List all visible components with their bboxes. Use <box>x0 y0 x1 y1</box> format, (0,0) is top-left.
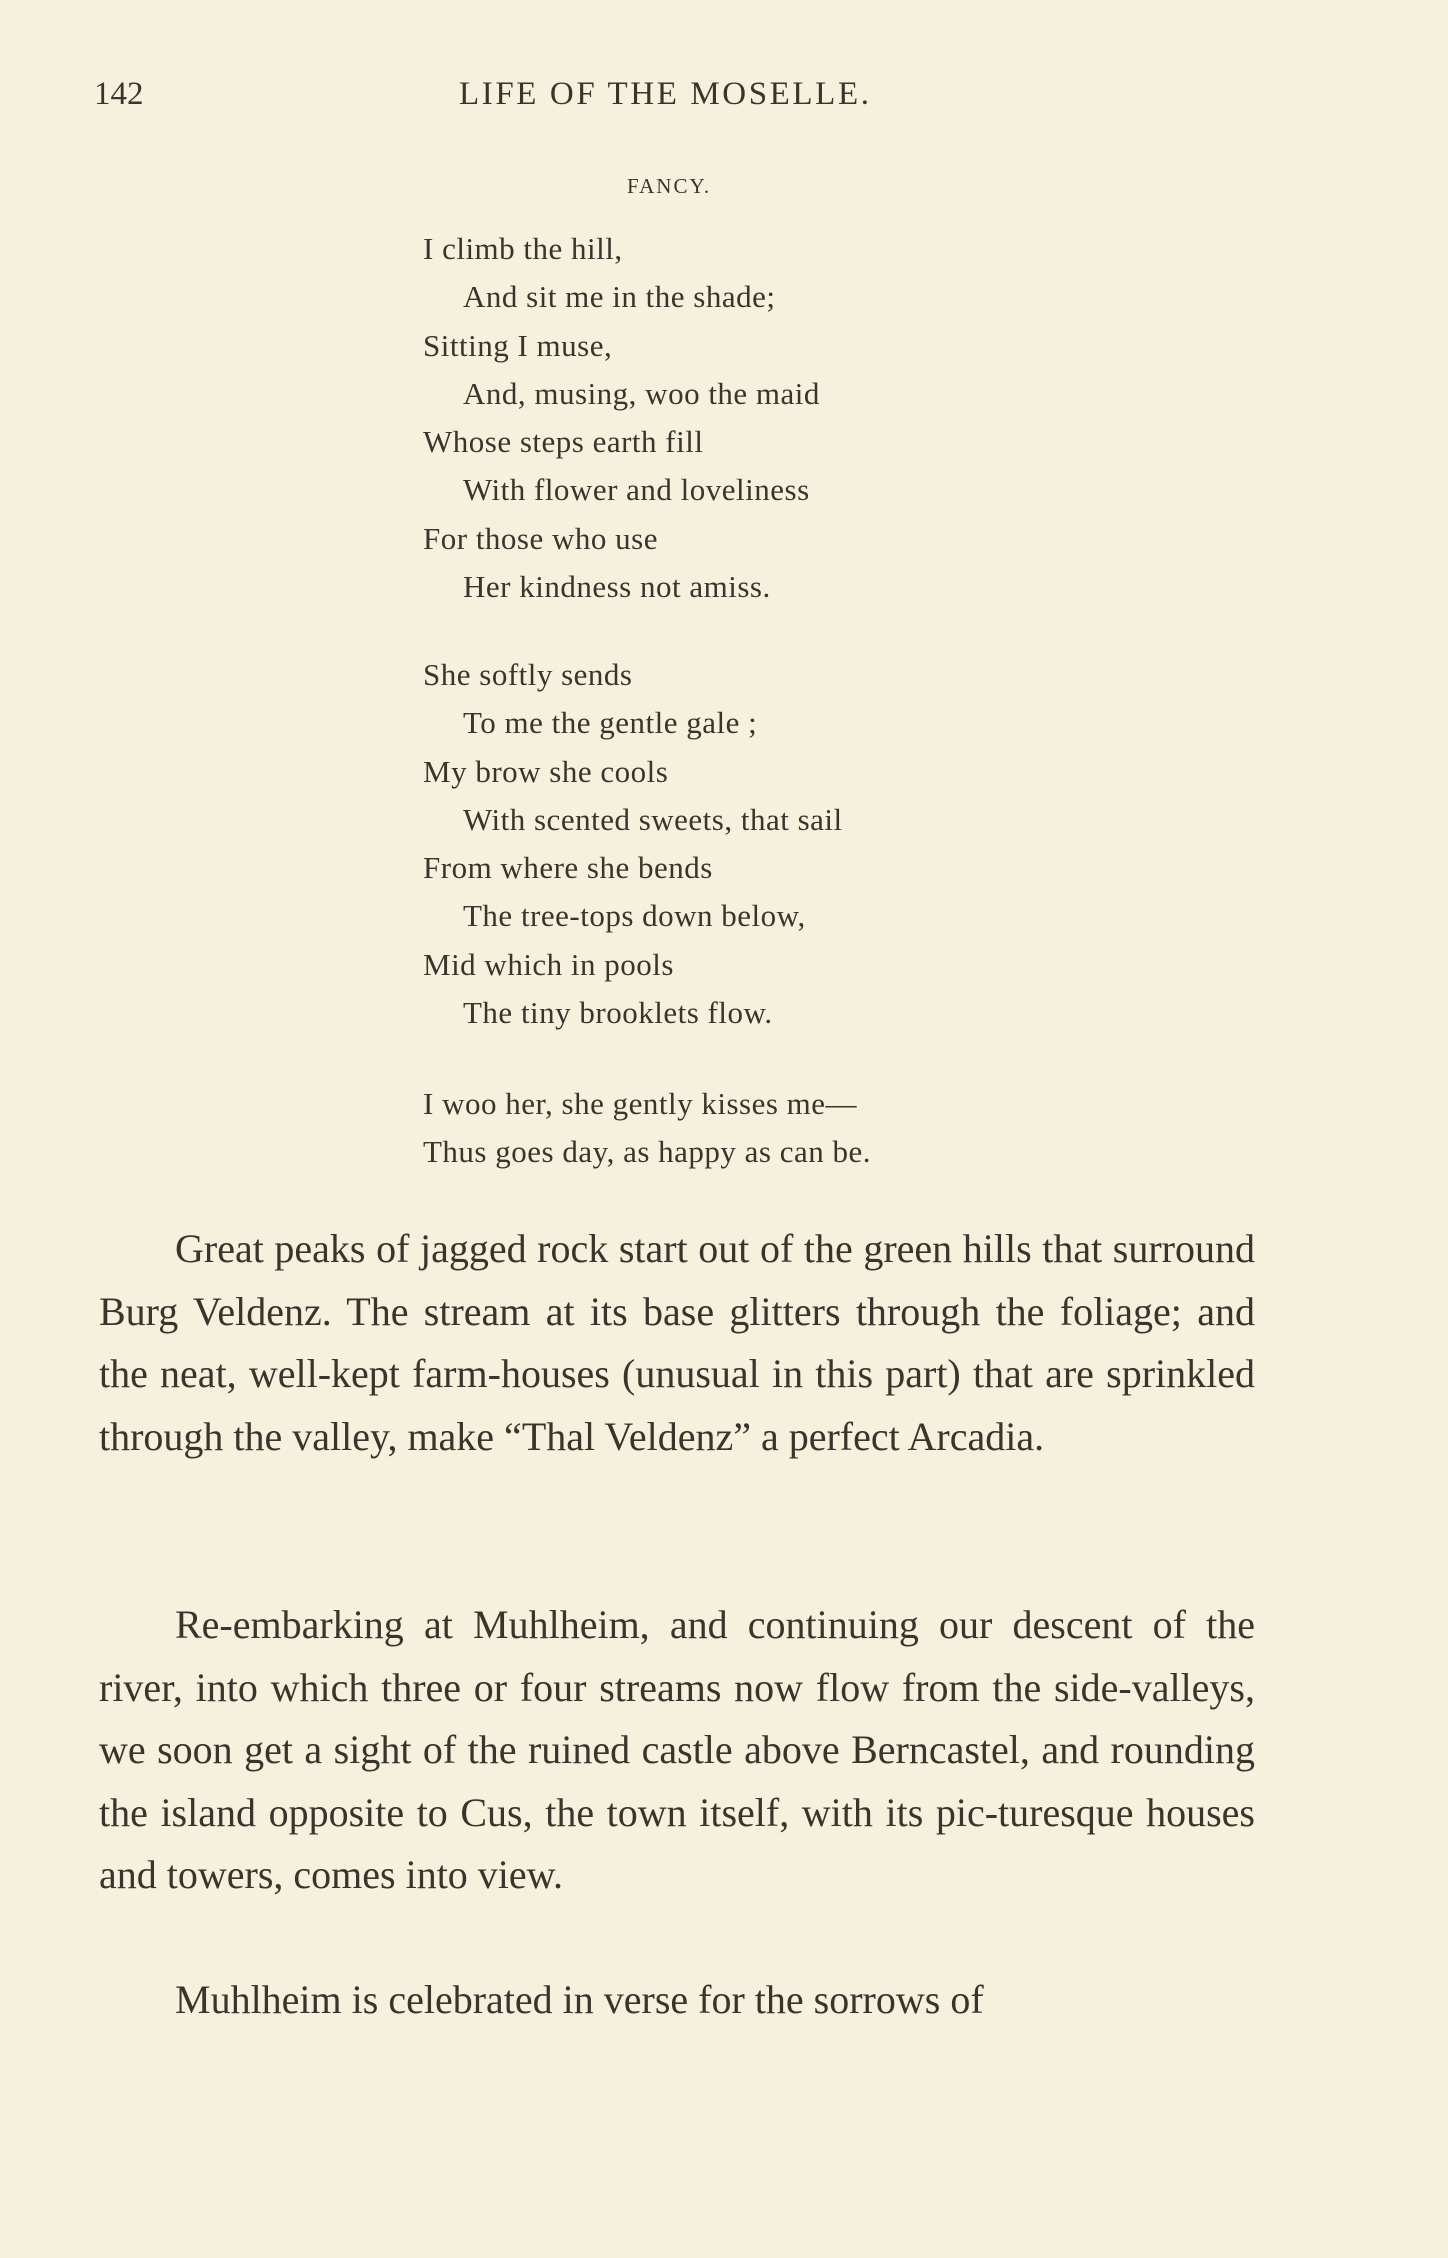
body-paragraph: Muhlheim is celebrated in verse for the sorrows of <box>175 1977 984 2022</box>
poem-stanza-2 <box>423 651 843 1037</box>
running-title: LIFE OF THE MOSELLE. <box>459 76 872 112</box>
poem-line: I climb the hill, <box>423 231 623 266</box>
poem-line: Thus goes day, as happy as can be. <box>423 1134 872 1170</box>
poem-line: I woo her, she gently kisses me— <box>423 1086 858 1121</box>
page-number: 142 <box>94 76 144 112</box>
poem-line: And, musing, woo the maid <box>463 375 820 411</box>
poem-line: For those who use <box>423 520 658 556</box>
poem-line: To me the gentle gale ; <box>463 705 758 741</box>
body-paragraph: Great peaks of jagged rock start out of the green hills that surround Burg Veldenz. The stream at its base glitters through the foliage; and the neat, well-kept farm-houses (unusual in this part) that are sprinkled through the valley, make “Thal Veldenz” a perfect Arcadia. <box>99 1226 1255 1459</box>
poem-line: With flower and loveliness <box>463 472 810 508</box>
poem-line: My brow she cools <box>423 753 669 789</box>
poem-line: The tree-tops down below, <box>463 898 806 934</box>
poem-line: Her kindness not amiss. <box>463 569 771 605</box>
poem-line: The tiny brooklets flow. <box>463 995 773 1031</box>
poem-line: With scented sweets, that sail <box>463 801 843 837</box>
body-paragraph: Re-embarking at Muhlheim, and continuing our descent of the river, into which three or four streams now flow from the side-valleys, we soon get a sight of the ruined castle above Berncastel, and rounding the island opposite to Cus, the town itself, with its pic-turesque houses and towers, comes into view. <box>99 1602 1255 1897</box>
poem-line: Sitting I muse, <box>423 327 613 363</box>
poem-line: Whose steps earth fill <box>423 424 704 460</box>
poem-title: FANCY. <box>627 174 712 198</box>
poem-line: She softly sends <box>423 657 633 692</box>
poem-couplet <box>423 1080 871 1177</box>
poem-line: Mid which in pools <box>423 946 674 982</box>
poem-line: And sit me in the shade; <box>463 279 776 315</box>
poem-line: From where she bends <box>423 850 713 886</box>
poem-stanza-1 <box>423 225 820 611</box>
